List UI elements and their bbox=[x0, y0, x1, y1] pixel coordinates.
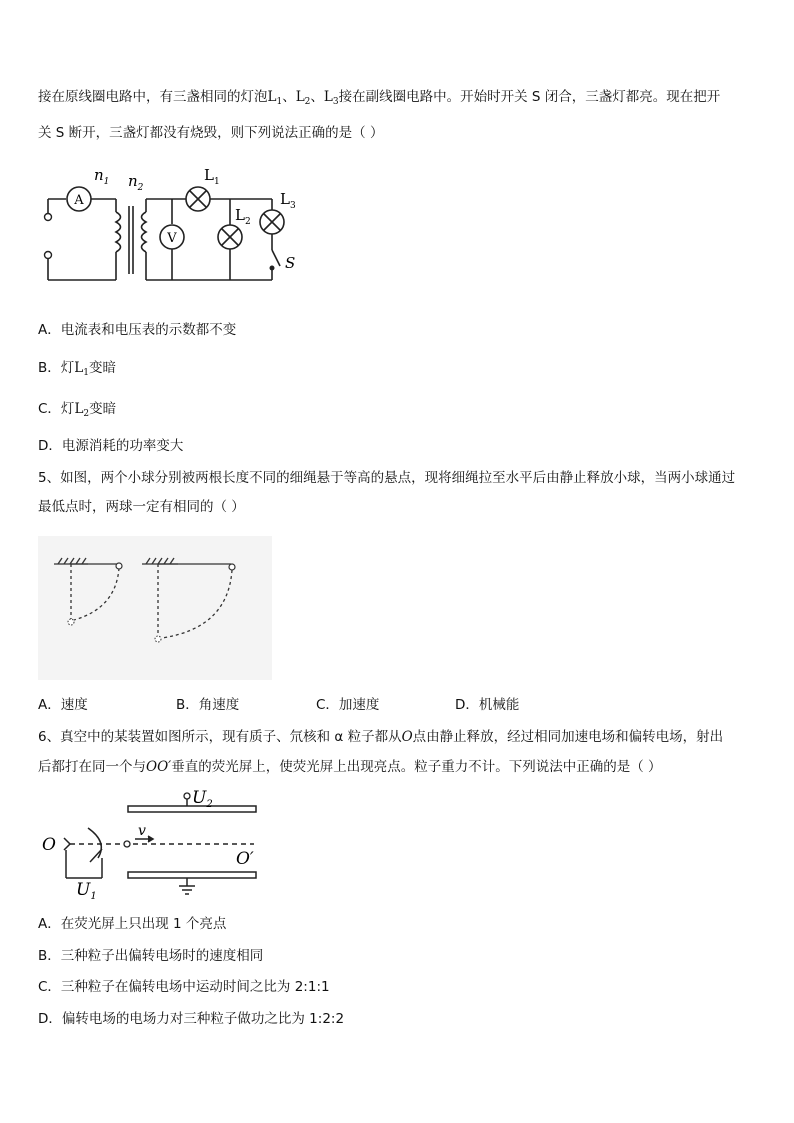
q6-option-a[interactable]: A．在荧光屏上只出现 1 个亮点 bbox=[38, 916, 227, 932]
n1-label: $n_1$ bbox=[94, 166, 110, 187]
u2-label: $U_2$ bbox=[192, 788, 213, 810]
lamp-l1-label: $L_1$ bbox=[267, 89, 283, 107]
q4-stem-line-2: 关 S 断开，三盏灯都没有烧毁，则下列说法正确的是（ ） bbox=[38, 125, 384, 141]
q6-option-d[interactable]: D．偏转电场的电场力对三种粒子做功之比为 1:2:2 bbox=[38, 1011, 345, 1027]
q5-option-a[interactable]: A．速度 bbox=[38, 697, 88, 713]
velocity-label: v bbox=[138, 823, 146, 839]
ammeter-label: A bbox=[74, 193, 84, 208]
terminal-icon bbox=[45, 252, 52, 259]
q4-option-a[interactable]: A．电流表和电压表的示数都不变 bbox=[38, 322, 237, 338]
switch-s-icon bbox=[272, 250, 280, 266]
switch-contact-icon bbox=[270, 266, 275, 271]
q4-option-c[interactable]: C．灯$L_2$变暗 bbox=[38, 401, 117, 419]
ball-icon bbox=[229, 564, 235, 570]
voltmeter-label: V bbox=[167, 231, 177, 246]
q4-option-d[interactable]: D．电源消耗的功率变大 bbox=[38, 438, 184, 454]
q4-stem-line-1 bbox=[38, 88, 720, 111]
point-o-label: O bbox=[42, 835, 56, 855]
q4-stem-text-b: 接在副线圈电路中。开始时开关 S 闭合，三盏灯都亮。现在把开 bbox=[338, 89, 721, 105]
ball-icon bbox=[116, 563, 122, 569]
n2-label: $n_2$ bbox=[128, 172, 144, 193]
q5-option-b[interactable]: B．角速度 bbox=[176, 697, 240, 713]
lamp-l3-label: $L_3$ bbox=[323, 89, 339, 107]
q5-stem-line-2: 最低点时，两球一定有相同的（ ） bbox=[38, 499, 245, 515]
separator: 、 bbox=[282, 89, 296, 105]
terminal-icon bbox=[45, 214, 52, 221]
q6-stem-line-1: 6、真空中的某装置如图所示，现有质子、氘核和 α 粒子都从O点由静止释放，经过相同加速电场和偏转电场，射出 bbox=[38, 729, 724, 745]
q4-option-b[interactable]: B．灯$L_1$变暗 bbox=[38, 360, 116, 378]
q6-option-c[interactable]: C．三种粒子在偏转电场中运动时间之比为 2:1:1 bbox=[38, 979, 330, 995]
lamp1-figure-label: $L_1$ bbox=[204, 166, 220, 187]
separator: 、 bbox=[310, 89, 324, 105]
transformer-circuit-figure bbox=[36, 162, 306, 284]
terminal-icon bbox=[184, 793, 190, 799]
particle-icon bbox=[124, 841, 130, 847]
ball-icon bbox=[155, 636, 161, 642]
point-o-prime-label: O′ bbox=[236, 849, 254, 869]
q5-option-d[interactable]: D．机械能 bbox=[455, 697, 520, 713]
u1-label: $U_1$ bbox=[76, 880, 97, 902]
lamp-l2-label: $L_2$ bbox=[295, 89, 311, 107]
q4-stem-text-a: 接在原线圈电路中，有三盏相同的灯泡 bbox=[38, 89, 268, 105]
q5-stem-line-1: 5、如图，两个小球分别被两根长度不同的细绳悬于等高的悬点，现将细绳拉至水平后由静止释放小球，当两小球通过 bbox=[38, 470, 736, 486]
lamp2-figure-label: $L_2$ bbox=[235, 206, 251, 227]
q6-option-b[interactable]: B．三种粒子出偏转电场时的速度相同 bbox=[38, 948, 264, 964]
lamp3-figure-label: $L_3$ bbox=[280, 190, 296, 211]
pendulum-figure bbox=[38, 536, 272, 680]
deflection-apparatus-figure bbox=[40, 786, 262, 904]
ball-icon bbox=[68, 619, 74, 625]
q6-stem-line-2: 后都打在同一个与OO′垂直的荧光屏上，使荧光屏上出现亮点。粒子重力不计。下列说法中正确的是（ ） bbox=[38, 759, 662, 775]
q5-option-c[interactable]: C．加速度 bbox=[316, 697, 380, 713]
switch-label: S bbox=[285, 254, 296, 272]
